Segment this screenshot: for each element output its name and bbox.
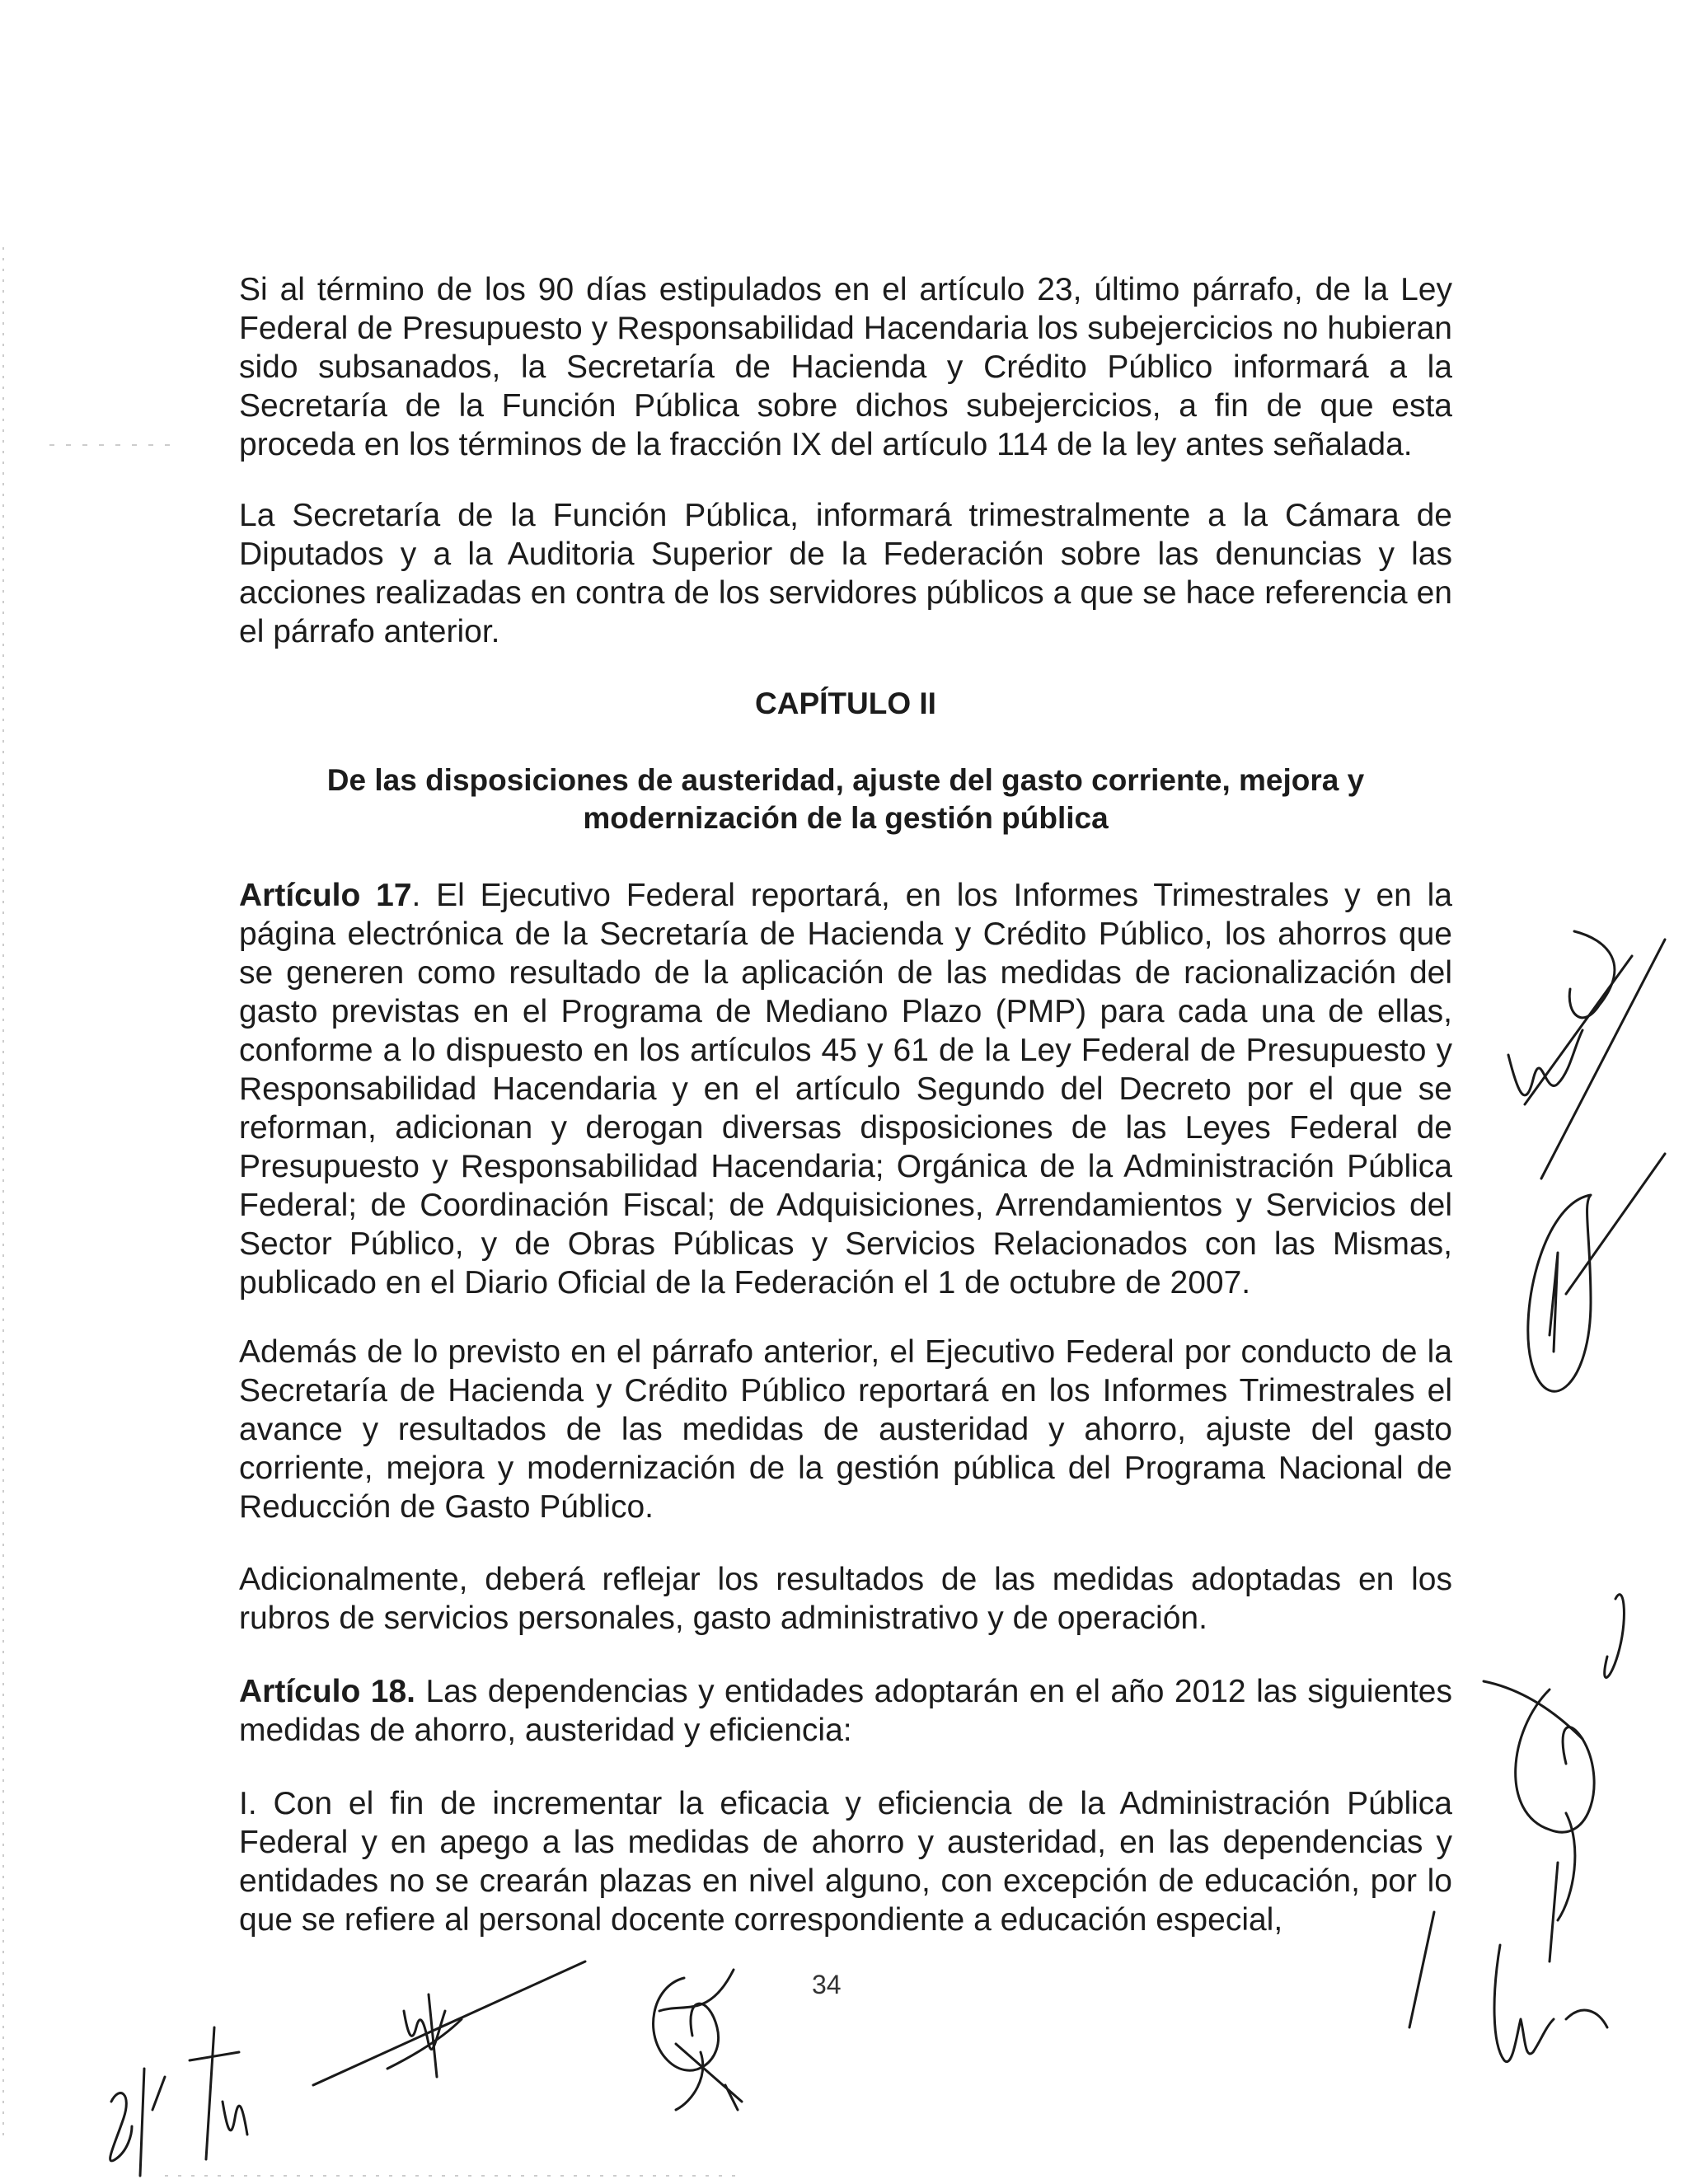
article-18-label: Artículo 18. (239, 1674, 415, 1709)
chapter-heading-line-2: modernización de la gestión pública (583, 801, 1109, 835)
handwritten-signature-right-1 (1467, 907, 1673, 1533)
fraction-i (239, 1784, 1452, 1939)
article-18 (239, 1672, 1452, 1750)
paragraph-text: Además de lo previsto en el párrafo anterior, el Ejecutivo Federal por conducto de la Secretaría de Hacienda y Crédito Público reportará en los Informes Trimestrales el avance y resultados de las medidas de austeridad y ahorro, ajuste del gasto corriente, mejora y modernización de la gestión pública del Programa Nacional de Reducción de Gasto Público. (239, 1334, 1452, 1525)
handwritten-signature-bottom-2 (626, 1961, 758, 2118)
paragraph-text: Si al término de los 90 días estipulados en el artículo 23, último párrafo, de la Ley Federal de Presupuesto y Responsabilidad Hacendaria los subejercicios no hubieran sido subsanados, la Secretaría de Hacienda y Crédito Público informará a la Secretaría de la Función Pública sobre dichos subejercicios, a fin de que esta proceda en los términos de la fracción IX del artículo 114 de la ley antes señalada. (239, 272, 1452, 462)
paragraph-text: I. Con el fin de incrementar la eficacia y eficiencia de la Administración Pública Federal y en apego a las medidas de ahorro y austeridad, en las dependencias y entidades no se crearán plazas en nivel alguno, con excepción de educación, por lo que se refiere al personal docente correspondiente a educación especial, (239, 1786, 1452, 1938)
article-17-text: . El Ejecutivo Federal reportará, en los Informes Trimestrales y en la página electrónica de la Secretaría de Hacienda y Crédito Público, los ahorros que se generen como resultado de la aplicación de las medidas de racionalización del gasto previstas en el Programa de Mediano Plazo (PMP) para cada una de ellas, conforme a lo dispuesto en los artículos 45 y 61 de la Ley Federal de Presupuesto y Responsabilidad Hacendaria y en el artículo Segundo del Decreto por el que se reforman, adicionan y derogan diversas disposiciones de las Leyes Federal de Presupuesto y Responsabilidad Hacendaria; Orgánica de la Administración Pública Federal; de Coordinación Fiscal; de Adquisiciones, Arrendamientos y Servicios del Sector Público, y de Obras Públicas y Servicios Relacionados con las Mismas, publicado en el Diario Oficial de la Federación el 1 de octubre de 2007. (239, 878, 1452, 1301)
article-18-text: Las dependencias y entidades adoptarán en el año 2012 las siguientes medidas de ahorro, austeridad y eficiencia: (239, 1674, 1452, 1748)
chapter-heading (256, 762, 1436, 837)
paragraph-subejercicios (239, 270, 1452, 464)
handwritten-initials-left (82, 2011, 272, 2184)
paragraph-ademas (239, 1333, 1452, 1526)
paragraph-text: La Secretaría de la Función Pública, informará trimestralmente a la Cámara de Diputados y a la Auditoria Superior de la Federación sobre las denuncias y las acciones realizadas en contra de los servidores públicos a que se hace referencia en el párrafo anterior. (239, 498, 1452, 649)
article-17 (239, 876, 1452, 1302)
handwritten-signature-right-3 (1401, 1896, 1657, 2168)
paragraph-funcion-publica (239, 496, 1452, 651)
page-number: 34 (812, 1970, 842, 1999)
chapter-title: CAPÍTULO II (755, 687, 936, 720)
chapter-heading-line-1: De las disposiciones de austeridad, ajuste del gasto corriente, mejora y (326, 763, 1365, 797)
article-17-label: Artículo 17 (239, 878, 412, 913)
paragraph-adicionalmente (239, 1560, 1452, 1638)
handwritten-signature-bottom-1 (305, 1945, 602, 2093)
paragraph-text: Adicionalmente, deberá reflejar los resultados de las medidas adoptadas en los rubros de servicios personales, gasto administrativo y de operación. (239, 1562, 1452, 1636)
